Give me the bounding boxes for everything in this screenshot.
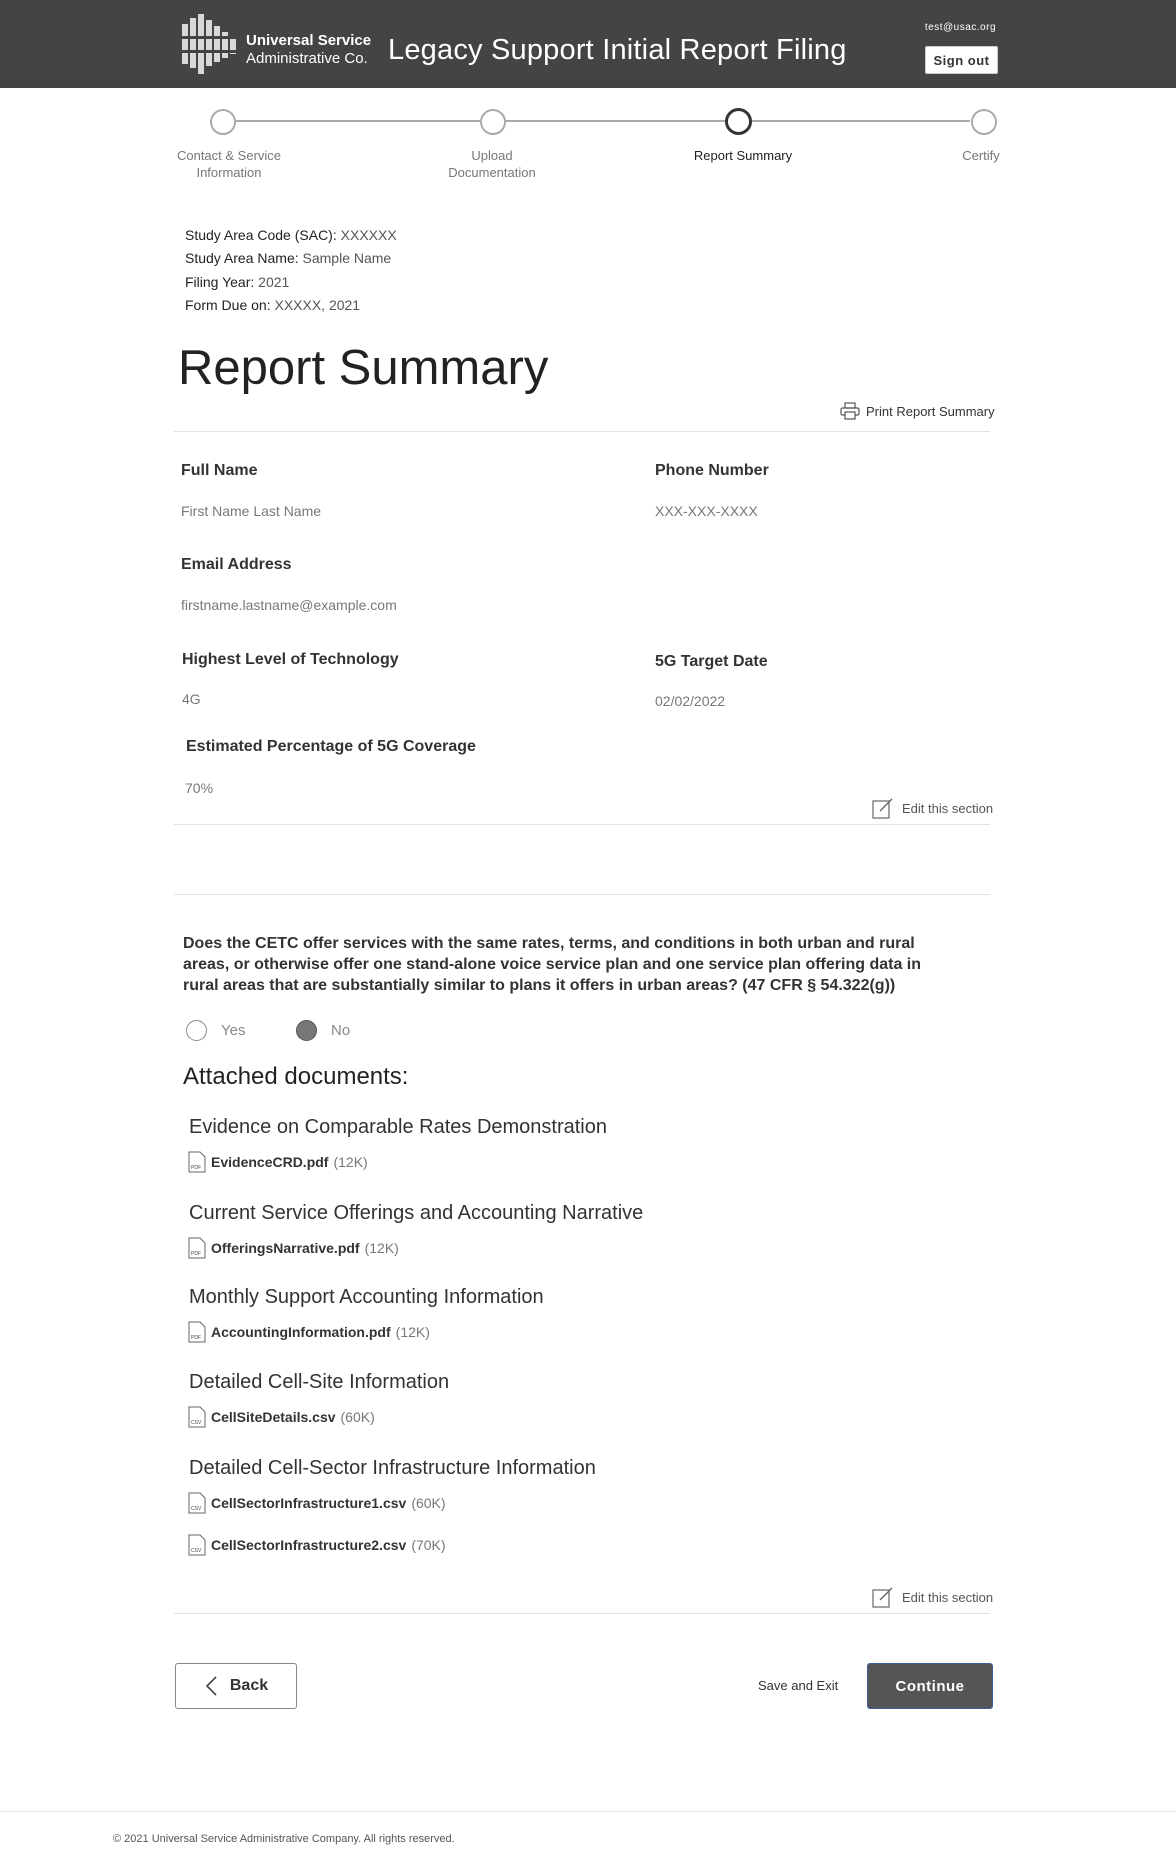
file-size: (60K)	[411, 1495, 446, 1511]
svg-text:CSV: CSV	[191, 1548, 202, 1554]
doc-group-title: Detailed Cell-Sector Infrastructure Information	[189, 1457, 596, 1479]
svg-text:PDF: PDF	[191, 1251, 201, 1257]
file-size: (12K)	[364, 1240, 399, 1256]
csv-file-icon	[188, 1492, 206, 1514]
edit-documents-section-label: Edit this section	[902, 1589, 994, 1605]
stepper-connector	[234, 120, 480, 122]
step-2-indicator	[480, 109, 506, 135]
printer-icon	[840, 402, 860, 420]
org-name-line2: Administrative Co.	[246, 50, 368, 67]
file-item[interactable]	[188, 1321, 430, 1343]
chevron-left-icon	[204, 1675, 218, 1697]
page-title: Report Summary	[178, 341, 549, 395]
study-area-name-row	[185, 250, 391, 266]
pdf-file-icon	[188, 1151, 206, 1173]
study-area-name-value: Sample Name	[302, 250, 392, 266]
filing-year-label: Filing Year:	[185, 274, 255, 290]
sign-out-button[interactable]: Sign out	[925, 46, 998, 74]
back-button-label: Back	[229, 1677, 269, 1694]
form-due-label: Form Due on:	[185, 297, 271, 313]
file-name[interactable]: EvidenceCRD.pdf	[211, 1154, 329, 1170]
doc-group-title: Evidence on Comparable Rates Demonstration	[189, 1116, 607, 1138]
app-title: Legacy Support Initial Report Filing	[388, 34, 847, 66]
file-name[interactable]: CellSiteDetails.csv	[211, 1409, 336, 1425]
doc-group-title: Detailed Cell-Site Information	[189, 1371, 450, 1393]
radio-no-label: No	[331, 1022, 351, 1039]
file-item[interactable]	[188, 1151, 368, 1173]
pdf-file-icon	[188, 1321, 206, 1343]
svg-text:CSV: CSV	[191, 1506, 202, 1512]
file-item[interactable]	[188, 1492, 446, 1514]
file-item[interactable]	[188, 1237, 399, 1259]
step-3-indicator	[725, 108, 752, 135]
edit-contact-section-label: Edit this section	[902, 800, 994, 816]
highest-technology-value: 4G	[182, 691, 201, 707]
highest-technology-label: Highest Level of Technology	[182, 651, 399, 668]
svg-text:CSV: CSV	[191, 1420, 202, 1426]
sac-label: Study Area Code (SAC):	[185, 227, 337, 243]
step-3-label	[663, 147, 823, 164]
edit-icon	[872, 1586, 894, 1608]
file-item[interactable]	[188, 1406, 375, 1428]
radio-no-indicator[interactable]	[296, 1020, 317, 1041]
radio-yes-label: Yes	[221, 1022, 246, 1039]
csv-file-icon	[188, 1534, 206, 1556]
radio-yes[interactable]	[186, 1020, 245, 1041]
5g-coverage-value: 70%	[185, 780, 214, 796]
step-4-label	[901, 147, 1061, 164]
filing-year-row	[185, 274, 289, 290]
form-due-row	[185, 297, 360, 313]
stepper-connector	[504, 120, 726, 122]
step-2-label-line1: Upload	[471, 148, 513, 163]
step-1-label[interactable]	[149, 147, 309, 181]
file-name[interactable]: AccountingInformation.pdf	[211, 1324, 391, 1340]
radio-no[interactable]	[296, 1020, 350, 1041]
study-area-name-label: Study Area Name:	[185, 250, 299, 266]
stepper-connector	[750, 120, 970, 122]
csv-file-icon	[188, 1406, 206, 1428]
continue-button[interactable]: Continue	[867, 1663, 993, 1709]
full-name-label: Full Name	[181, 462, 258, 479]
print-report-summary-label: Print Report Summary	[866, 403, 995, 419]
file-size: (12K)	[395, 1324, 430, 1340]
form-due-value: XXXXX, 2021	[274, 297, 361, 313]
svg-text:PDF: PDF	[191, 1335, 201, 1341]
file-size: (70K)	[411, 1537, 446, 1553]
back-button[interactable]	[175, 1663, 297, 1709]
org-name	[246, 32, 371, 68]
rates-question: Does the CETC offer services with the same rates, terms, and conditions in both urban and rural areas, or otherwise offer one stand-alone voice service plan and one service plan offering data in rural areas that are substantially similar to plans it offers in urban areas? (47 CFR § 54.322(g))	[183, 935, 921, 994]
divider	[174, 1613, 990, 1614]
step-4-indicator	[971, 109, 997, 135]
phone-number-value: XXX-XXX-XXXX	[655, 503, 758, 519]
email-address-value: firstname.lastname@example.com	[181, 597, 397, 613]
org-name-line1: Universal Service	[246, 32, 372, 49]
step-4-label-line1: Certify	[962, 148, 1000, 163]
divider	[174, 894, 990, 895]
step-1-indicator	[210, 109, 236, 135]
step-2-label-line2: Documentation	[448, 165, 536, 180]
sac-row	[185, 227, 397, 243]
attached-documents-heading: Attached documents:	[183, 1063, 409, 1090]
footer-divider	[0, 1811, 1176, 1812]
edit-contact-section-link[interactable]	[872, 797, 993, 819]
file-name[interactable]: CellSectorInfrastructure1.csv	[211, 1495, 407, 1511]
step-2-label[interactable]	[412, 147, 572, 181]
edit-icon	[872, 797, 894, 819]
user-email: test@usac.org	[924, 22, 996, 33]
step-3-label-line1: Report Summary	[693, 148, 793, 163]
sac-value: XXXXXX	[340, 227, 397, 243]
svg-text:PDF: PDF	[191, 1165, 201, 1171]
step-1-label-line1: Contact & Service	[176, 148, 282, 163]
file-item[interactable]	[188, 1534, 446, 1556]
5g-coverage-label: Estimated Percentage of 5G Coverage	[186, 738, 476, 755]
file-size: (12K)	[333, 1154, 368, 1170]
filing-year-value: 2021	[258, 274, 290, 290]
print-report-summary-link[interactable]	[840, 402, 995, 420]
file-name[interactable]: OfferingsNarrative.pdf	[211, 1240, 360, 1256]
divider	[174, 431, 990, 432]
file-name[interactable]: CellSectorInfrastructure2.csv	[211, 1537, 407, 1553]
radio-yes-indicator[interactable]	[186, 1020, 207, 1041]
doc-group-title: Monthly Support Accounting Information	[189, 1286, 544, 1308]
pdf-file-icon	[188, 1237, 206, 1259]
divider	[174, 824, 990, 825]
email-address-label: Email Address	[181, 556, 292, 573]
phone-number-label: Phone Number	[655, 462, 769, 479]
header-bar	[0, 0, 1176, 88]
save-and-exit-link[interactable]: Save and Exit	[758, 1678, 839, 1693]
usac-logo-icon	[180, 12, 240, 76]
doc-group-title: Current Service Offerings and Accounting Narrative	[189, 1202, 644, 1224]
step-1-label-line2: Information	[196, 165, 262, 180]
footer-copyright: © 2021 Universal Service Administrative Company. All rights reserved.	[113, 1833, 455, 1845]
file-size: (60K)	[340, 1409, 375, 1425]
5g-target-date-label: 5G Target Date	[655, 653, 768, 670]
edit-documents-section-link[interactable]	[872, 1586, 993, 1608]
full-name-value: First Name Last Name	[181, 503, 322, 519]
5g-target-date-value: 02/02/2022	[655, 693, 726, 709]
